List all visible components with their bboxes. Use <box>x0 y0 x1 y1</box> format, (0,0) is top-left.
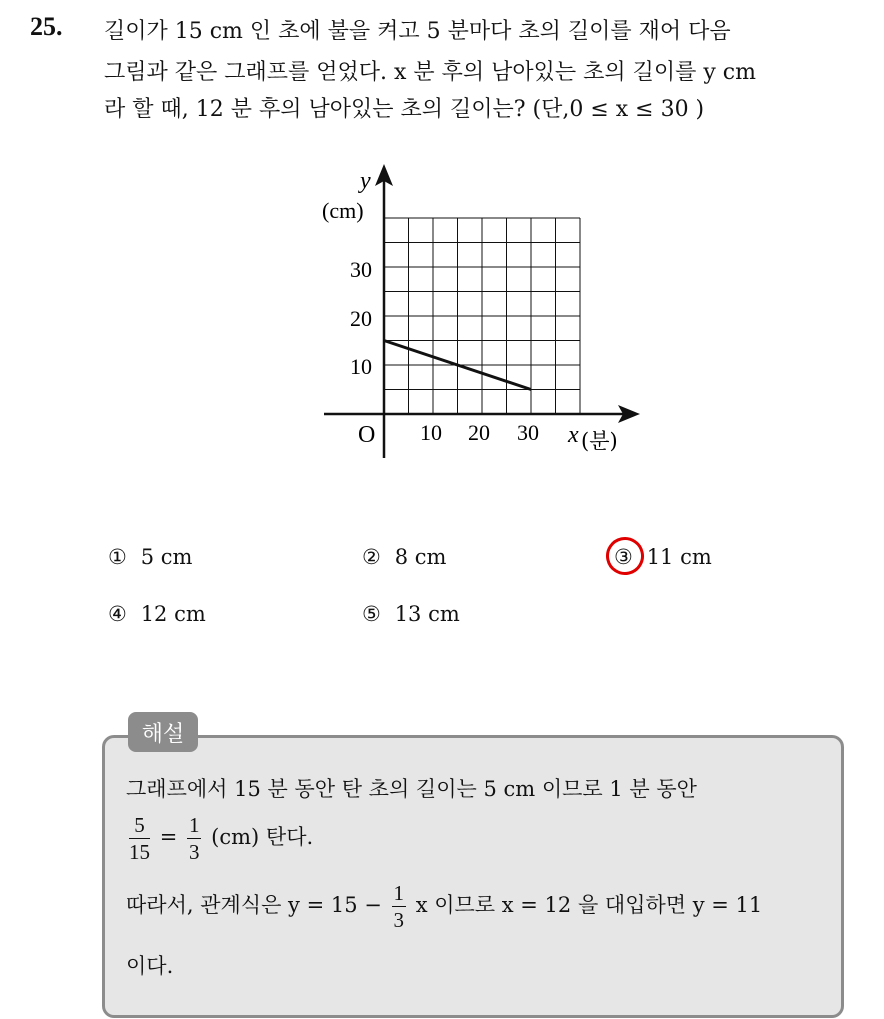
origin-label: O <box>358 422 376 448</box>
y-axis-unit: (cm) <box>322 198 364 223</box>
y-tick-label: 20 <box>350 306 372 331</box>
choice-1-label: 5 cm <box>140 545 193 569</box>
line-graph <box>300 160 650 460</box>
choice-3-marker-circled: ③ <box>614 545 640 569</box>
choice-2[interactable] <box>362 545 446 569</box>
x-tick-label: 10 <box>420 420 442 445</box>
fraction-numerator: 5 <box>129 812 150 839</box>
y-tick-label: 30 <box>350 257 372 282</box>
fraction-denominator: 3 <box>188 840 200 864</box>
equals-sign: = <box>159 825 178 849</box>
fraction-denominator: 15 <box>129 840 150 864</box>
solution-line-3-head: 따라서, 관계식은 y = 15 − <box>126 893 382 917</box>
solution-line-2 <box>126 812 313 865</box>
choice-4-label: 12 cm <box>140 602 206 626</box>
solution-line-1: 그래프에서 15 분 동안 탄 초의 길이는 5 cm 이므로 1 분 동안 <box>126 777 697 801</box>
choice-1-marker: ① <box>108 545 127 569</box>
fraction-numerator: 1 <box>393 881 405 905</box>
fraction-1-over-3 <box>392 880 407 933</box>
graph-grid <box>384 218 580 414</box>
solution-line-2-tail: (cm) 탄다. <box>211 825 314 849</box>
x-tick-label: 20 <box>468 420 490 445</box>
x-tick-label: 30 <box>517 420 539 445</box>
fraction-1-over-3 <box>187 812 202 865</box>
y-axis-label: y <box>360 168 371 194</box>
fraction-numerator: 1 <box>188 813 200 837</box>
solution-line-3 <box>126 880 762 933</box>
choice-5-marker: ⑤ <box>362 602 381 626</box>
x-axis-unit: (분) <box>581 429 618 453</box>
choice-4[interactable] <box>108 602 206 626</box>
choice-5-label: 13 cm <box>394 602 460 626</box>
choice-2-label: 8 cm <box>394 545 447 569</box>
fraction-5-over-15 <box>129 812 150 865</box>
choice-3-label: 11 cm <box>646 545 712 569</box>
solution-tag: 해설 <box>128 712 198 752</box>
y-tick-label: 10 <box>350 354 372 379</box>
fraction-denominator: 3 <box>393 908 405 932</box>
question-text-line-2: 그림과 같은 그래프를 얻었다. x 분 후의 남아있는 초의 길이를 y cm <box>104 60 756 85</box>
choice-3[interactable] <box>614 545 712 569</box>
question-number: 25. <box>30 12 63 41</box>
choice-4-marker: ④ <box>108 602 127 626</box>
choice-2-marker: ② <box>362 545 381 569</box>
solution-line-4: 이다. <box>126 954 174 978</box>
x-axis-label: x <box>568 422 579 448</box>
choice-1[interactable] <box>108 545 192 569</box>
question-text-line-1: 길이가 15 cm 인 초에 불을 켜고 5 분마다 초의 길이를 재어 다음 <box>104 19 731 44</box>
solution-line-3-tail: x 이므로 x = 12 을 대입하면 y = 11 <box>415 893 763 917</box>
question-text-line-3: 라 할 때, 12 분 후의 남아있는 초의 길이는? (단,0 ≤ x ≤ 30 ) <box>104 97 705 122</box>
choice-5[interactable] <box>362 602 460 626</box>
